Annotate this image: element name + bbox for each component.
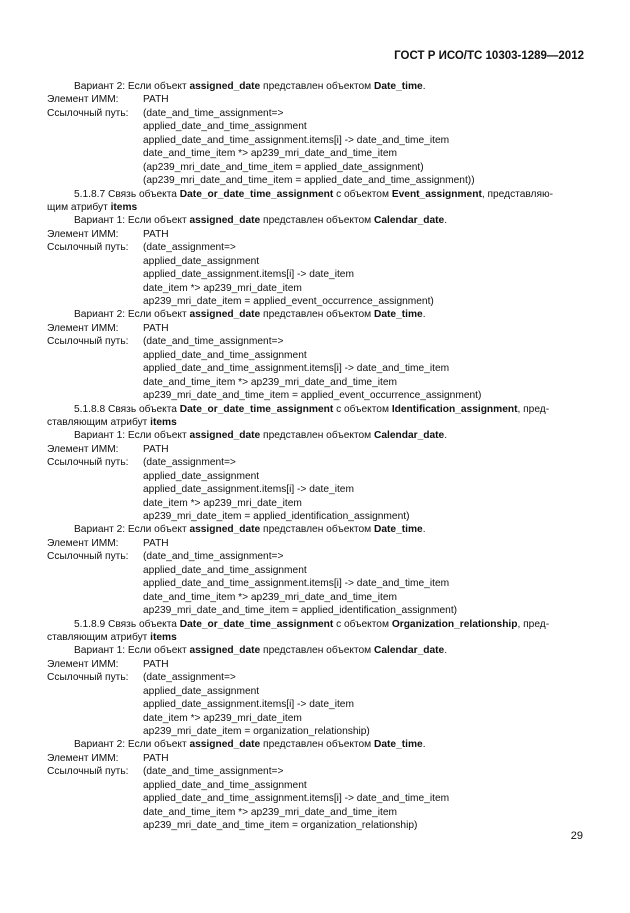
line-text: . (444, 430, 448, 442)
variant-line (47, 308, 587, 321)
mapping-value: (date_and_time_assignment=> (143, 551, 284, 563)
mapping-label-line (47, 658, 587, 671)
line-text: , пред- (517, 618, 550, 630)
mapping-value: PATH (143, 752, 169, 764)
entity-name: Event_assignment (391, 188, 482, 200)
mapping-label: Ссылочный путь: (47, 457, 129, 469)
mapping-value: PATH (143, 228, 169, 240)
standard-header: ГОСТ Р ИСО/ТС 10303-1289—2012 (394, 50, 584, 62)
entity-name: Date_time (374, 524, 423, 536)
mapping-label: Ссылочный путь: (47, 242, 129, 254)
section-heading-continuation (47, 631, 587, 644)
mapping-label-line (47, 765, 587, 778)
line-text: . (422, 739, 426, 751)
mapping-label-line (47, 107, 587, 120)
entity-name: Date_time (374, 81, 423, 92)
section-heading-continuation (47, 201, 587, 214)
variant-line (47, 738, 587, 751)
section-heading-continuation (47, 416, 587, 429)
reference-path-line: ap239_mri_date_item = applied_event_occurrence_assignment) (143, 296, 434, 307)
entity-name: Calendar_date (374, 215, 445, 227)
mapping-label: Элемент ИММ: (47, 537, 119, 549)
mapping-label: Ссылочный путь: (47, 107, 129, 119)
entity-name: Calendar_date (374, 430, 445, 442)
mapping-value: PATH (143, 537, 169, 549)
line-text: Вариант 1: Если объект (74, 430, 190, 442)
reference-path-line: applied_date_and_time_assignment (143, 779, 307, 791)
line-text: представлен объектом (260, 524, 374, 536)
line-text: представлен объектом (260, 215, 374, 227)
mapping-label: Ссылочный путь: (47, 336, 129, 348)
entity-name: Date_or_date_time_assignment (179, 403, 334, 415)
reference-path-line: ap239_mri_date_item = applied_identification_assignment) (143, 511, 410, 522)
reference-path-line: date_and_time_item *> ap239_mri_date_and_time_item (143, 148, 398, 160)
entity-name: Date_or_date_time_assignment (179, 188, 334, 200)
reference-path-line: applied_date_assignment.items[i] -> date_item (143, 699, 354, 711)
mapping-value: (date_assignment=> (143, 457, 236, 469)
attribute-name: items (110, 201, 138, 213)
line-text: с объектом (333, 403, 392, 415)
line-text: Вариант 2: Если объект (74, 309, 190, 321)
variant-line (47, 214, 587, 227)
variant-line (47, 80, 587, 93)
attribute-name: items (150, 631, 177, 643)
reference-path-line: applied_date_and_time_assignment.items[i] -> date_and_time_item (143, 793, 450, 805)
mapping-label-line (47, 537, 587, 550)
reference-path-line: applied_date_and_time_assignment (143, 121, 307, 133)
mapping-label: Ссылочный путь: (47, 551, 129, 563)
mapping-value: PATH (143, 658, 169, 670)
entity-name: assigned_date (189, 309, 261, 321)
entity-name: assigned_date (189, 739, 261, 751)
mapping-label: Элемент ИММ: (47, 658, 119, 670)
section-heading (47, 403, 587, 416)
mapping-label-line (47, 671, 587, 684)
line-text: ставляющим атрибут (47, 631, 151, 643)
entity-name: Date_time (374, 309, 423, 321)
line-text: Вариант 1: Если объект (74, 645, 190, 657)
entity-name: assigned_date (189, 430, 261, 442)
entity-name: Calendar_date (374, 645, 445, 657)
reference-path-line: applied_date_assignment (143, 255, 260, 267)
mapping-label-line (47, 228, 587, 241)
reference-path-line: applied_date_assignment (143, 470, 260, 482)
line-text: представлен объектом (260, 309, 374, 321)
section-heading (47, 618, 587, 631)
entity-name: assigned_date (189, 645, 261, 657)
line-text: Вариант 2: Если объект (74, 81, 190, 92)
reference-path-line: date_and_time_item *> ap239_mri_date_and_time_item (143, 591, 398, 603)
line-text: . (444, 215, 448, 227)
section-heading (47, 188, 587, 201)
reference-path-line: date_and_time_item *> ap239_mri_date_and_time_item (143, 806, 398, 818)
reference-path-line: ap239_mri_date_and_time_item = applied_event_occurrence_assignment) (143, 390, 482, 402)
mapping-value: (date_and_time_assignment=> (143, 766, 284, 778)
reference-path-line: (ap239_mri_date_and_time_item = applied_date_and_time_assignment)) (143, 175, 475, 187)
entity-name: Date_or_date_time_assignment (179, 618, 334, 630)
mapping-value: (date_assignment=> (143, 672, 236, 684)
reference-path-line: applied_date_and_time_assignment (143, 564, 307, 576)
variant-line (47, 523, 587, 536)
mapping-label-line (47, 93, 587, 106)
reference-path-line: applied_date_and_time_assignment (143, 349, 307, 361)
mapping-label: Ссылочный путь: (47, 766, 129, 778)
mapping-label-line (47, 550, 587, 563)
entity-name: Identification_assignment (391, 403, 518, 415)
line-text: . (422, 524, 426, 536)
reference-path-line: applied_date_assignment (143, 685, 260, 697)
line-text: . (422, 309, 426, 321)
mapping-label: Элемент ИММ: (47, 752, 119, 764)
reference-path-line: ap239_mri_date_and_time_item = organization_relationship) (143, 820, 418, 832)
mapping-label-line (47, 456, 587, 469)
line-text: 5.1.8.7 Связь объекта (74, 188, 180, 200)
reference-path-line: date_item *> ap239_mri_date_item (143, 712, 302, 724)
line-text: . (444, 645, 448, 657)
reference-path-line: applied_date_assignment.items[i] -> date_item (143, 484, 354, 496)
reference-path-line: applied_date_and_time_assignment.items[i] -> date_and_time_item (143, 134, 450, 146)
line-text: ставляющим атрибут (47, 416, 151, 428)
variant-line (47, 429, 587, 442)
entity-name: assigned_date (189, 81, 261, 92)
reference-path-line: ap239_mri_date_item = organization_relationship) (143, 726, 370, 737)
mapping-label: Элемент ИММ: (47, 322, 119, 334)
reference-path-line: applied_date_and_time_assignment.items[i] -> date_and_time_item (143, 578, 450, 590)
mapping-label: Элемент ИММ: (47, 443, 119, 455)
line-text: представлен объектом (260, 430, 374, 442)
reference-path-line: (ap239_mri_date_and_time_item = applied_date_assignment) (143, 161, 424, 173)
line-text: 5.1.8.8 Связь объекта (74, 403, 180, 415)
line-text: 5.1.8.9 Связь объекта (74, 618, 180, 630)
line-text: представлен объектом (260, 81, 374, 92)
line-text: Вариант 2: Если объект (74, 524, 190, 536)
line-text: представлен объектом (260, 645, 374, 657)
line-text: с объектом (333, 188, 392, 200)
reference-path-line: date_item *> ap239_mri_date_item (143, 497, 302, 509)
mapping-label-line (47, 335, 587, 348)
page-number: 29 (570, 830, 583, 842)
mapping-label-line (47, 752, 587, 765)
mapping-value: PATH (143, 94, 169, 106)
line-text: . (422, 81, 426, 92)
mapping-label: Ссылочный путь: (47, 672, 129, 684)
reference-path-line: applied_date_and_time_assignment.items[i] -> date_and_time_item (143, 363, 450, 375)
line-text: Вариант 2: Если объект (74, 739, 190, 751)
mapping-label-line (47, 443, 587, 456)
mapping-label: Элемент ИММ: (47, 94, 119, 106)
line-text: , представляю- (481, 188, 554, 200)
mapping-value: PATH (143, 322, 169, 334)
variant-line (47, 644, 587, 657)
entity-name: assigned_date (189, 524, 261, 536)
mapping-label-line (47, 322, 587, 335)
mapping-value: PATH (143, 443, 169, 455)
line-text: щим атрибут (47, 201, 111, 213)
mapping-label: Элемент ИММ: (47, 228, 119, 240)
document-body (47, 80, 587, 833)
mapping-label-line (47, 241, 587, 254)
line-text: , пред- (517, 403, 550, 415)
entity-name: Organization_relationship (391, 618, 518, 630)
reference-path-line: date_and_time_item *> ap239_mri_date_and_time_item (143, 376, 398, 388)
line-text: представлен объектом (260, 739, 374, 751)
line-text: Вариант 1: Если объект (74, 215, 190, 227)
reference-path-line: applied_date_assignment.items[i] -> date_item (143, 269, 354, 281)
entity-name: Date_time (374, 739, 423, 751)
mapping-value: (date_and_time_assignment=> (143, 336, 284, 348)
attribute-name: items (150, 416, 177, 428)
reference-path-line: date_item *> ap239_mri_date_item (143, 282, 302, 294)
line-text: с объектом (333, 618, 392, 630)
entity-name: assigned_date (189, 215, 261, 227)
mapping-value: (date_and_time_assignment=> (143, 107, 284, 119)
mapping-value: (date_assignment=> (143, 242, 236, 254)
reference-path-line: ap239_mri_date_and_time_item = applied_identification_assignment) (143, 605, 458, 617)
